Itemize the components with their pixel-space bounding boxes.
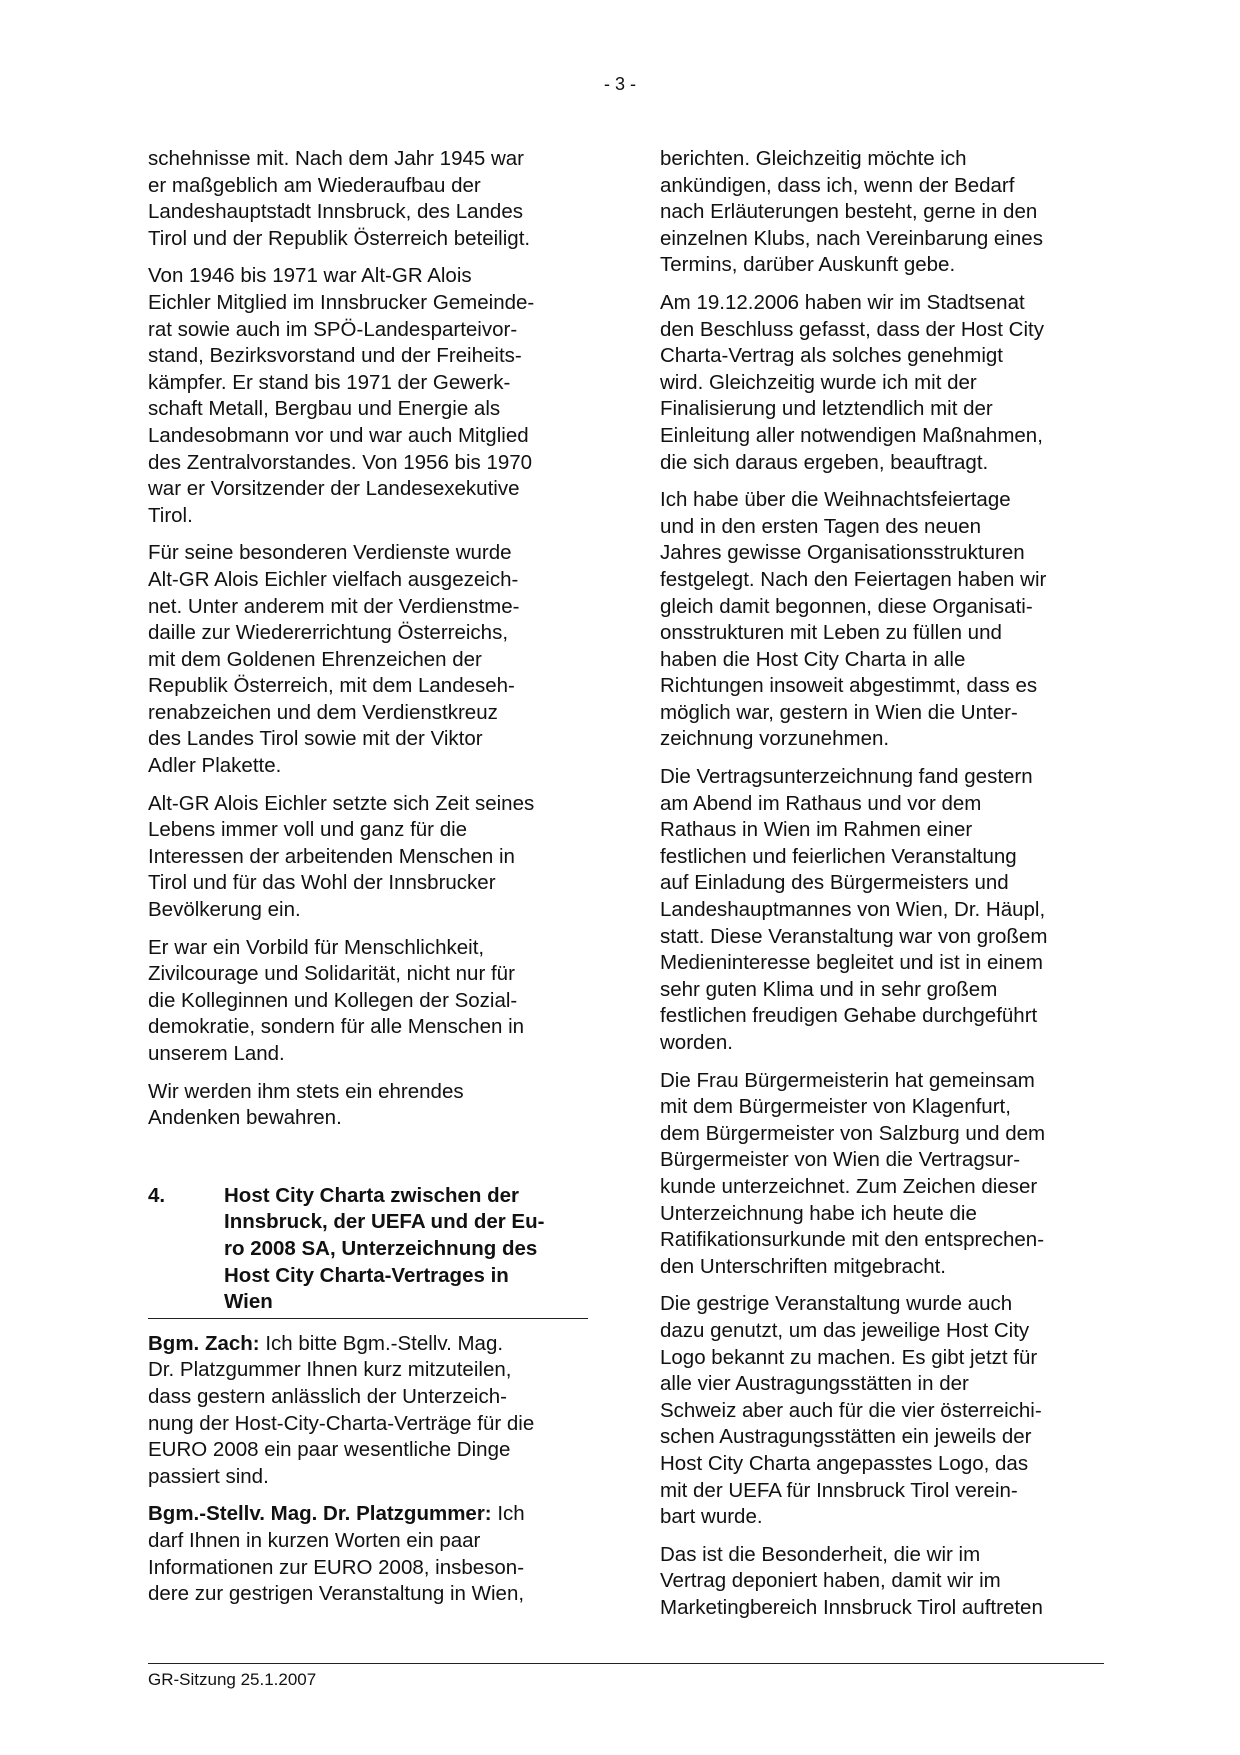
footer-divider (148, 1663, 1104, 1664)
text-line: zeichnung vorzunehmen. (660, 727, 890, 751)
text-line: Finalisierung und letztendlich mit der (660, 397, 993, 421)
section-title (224, 1183, 588, 1316)
text-line: sehr guten Klima und in sehr großem (660, 977, 998, 1001)
text-line: dem Bürgermeister von Salzburg und dem (660, 1121, 1046, 1145)
text-line: Andenken bewahren. (148, 1106, 342, 1130)
section-title-line: Innsbruck, der UEFA und der Eu- (224, 1210, 545, 1234)
text-line: daille zur Wiedererrichtung Österreichs, (148, 621, 509, 645)
paragraph (148, 146, 588, 252)
text-line: statt. Diese Veranstaltung war von großem (660, 924, 1048, 948)
speaker-name: Bgm.-Stellv. Mag. Dr. Platzgummer: (148, 1502, 492, 1526)
left-column (148, 146, 588, 1619)
paragraph (148, 935, 588, 1068)
text-line: war er Vorsitzender der Landesexekutive (148, 477, 520, 501)
text-line: passiert sind. (148, 1464, 269, 1488)
paragraph (660, 146, 1100, 279)
text-line: festlichen freudigen Gehabe durchgeführt (660, 1004, 1038, 1028)
paragraph (148, 1079, 588, 1132)
text-line: Landeshauptmannes von Wien, Dr. Häupl, (660, 898, 1046, 922)
paragraph (148, 540, 588, 779)
text-line: Am 19.12.2006 haben wir im Stadtsenat (660, 290, 1025, 314)
paragraph (660, 1542, 1100, 1622)
paragraph (660, 290, 1100, 476)
text-line: Interessen der arbeitenden Menschen in (148, 844, 515, 868)
text-line: kunde unterzeichnet. Zum Zeichen dieser (660, 1174, 1038, 1198)
text-line: des Zentralvorstandes. Von 1956 bis 1970 (148, 450, 533, 474)
text-line: schen Austragungsstätten ein jeweils der (660, 1425, 1032, 1449)
text-line: des Landes Tirol sowie mit der Viktor (148, 727, 483, 751)
section-heading (148, 1183, 588, 1319)
text-line: dere zur gestrigen Veranstaltung in Wien, (148, 1582, 525, 1606)
text-line: darf Ihnen in kurzen Worten ein paar (148, 1528, 481, 1552)
text-line: die Kolleginnen und Kollegen der Sozial- (148, 988, 518, 1012)
text-line: schaft Metall, Bergbau und Energie als (148, 397, 501, 421)
speech-paragraph (148, 1501, 588, 1607)
text-line: gleich damit begonnen, diese Organisati- (660, 594, 1033, 618)
text-line: Tirol und der Republik Österreich beteiligt. (148, 226, 531, 250)
text-line: Logo bekannt zu machen. Es gibt jetzt für (660, 1345, 1038, 1369)
page-number: - 3 - (603, 74, 636, 94)
text-line: dazu genutzt, um das jeweilige Host City (660, 1318, 1030, 1342)
text-line: Das ist die Besonderheit, die wir im (660, 1542, 981, 1566)
text-line: demokratie, sondern für alle Menschen in (148, 1015, 525, 1039)
text-line: Bürgermeister von Wien die Vertragsur- (660, 1148, 1021, 1172)
text-line: berichten. Gleichzeitig möchte ich (660, 147, 967, 170)
text-line: einzelnen Klubs, nach Vereinbarung eines (660, 226, 1043, 250)
section-title-line: Wien (224, 1290, 273, 1314)
text-line: Unterzeichnung habe ich heute die (660, 1201, 977, 1225)
text-line: Republik Österreich, mit dem Landeseh- (148, 674, 515, 698)
text-line: Bevölkerung ein. (148, 898, 301, 922)
text-line (148, 1501, 588, 1528)
text-line: kämpfer. Er stand bis 1971 der Gewerk- (148, 370, 511, 394)
text-line: bart wurde. (660, 1505, 763, 1529)
text-line: unserem Land. (148, 1042, 285, 1065)
text-line: Rathaus in Wien im Rahmen einer (660, 818, 973, 842)
text-line: am Abend im Rathaus und vor dem (660, 791, 982, 815)
section-number: 4. (148, 1183, 166, 1207)
paragraph (148, 263, 588, 529)
text-line: Lebens immer voll und ganz für die (148, 818, 468, 842)
text-line: nung der Host-City-Charta-Verträge für die (148, 1411, 535, 1435)
text-line: Marketingbereich Innsbruck Tirol auftreten (660, 1595, 1043, 1619)
text-line: EURO 2008 ein paar wesentliche Dinge (148, 1438, 511, 1462)
text-line: den Unterschriften mitgebracht. (660, 1254, 946, 1278)
text-line: wird. Gleichzeitig wurde ich mit der (660, 370, 977, 394)
text-line: net. Unter anderem mit der Verdienstme- (148, 594, 520, 618)
text-line: rat sowie auch im SPÖ-Landesparteivor- (148, 317, 518, 341)
section-title-line: Host City Charta zwischen der (224, 1183, 520, 1207)
text-line: Ratifikationsurkunde mit den entsprechen- (660, 1228, 1045, 1252)
speech-text: Ich (491, 1502, 525, 1526)
text-line: Alt-GR Alois Eichler vielfach ausgezeich- (148, 567, 519, 591)
text-line: festgelegt. Nach den Feiertagen haben wir (660, 567, 1047, 591)
text-line: und in den ersten Tagen des neuen (660, 514, 982, 538)
text-line: Schweiz aber auch für die vier österreichi- (660, 1398, 1042, 1422)
text-line: renabzeichen und dem Verdienstkreuz (148, 700, 498, 724)
text-line: Einleitung aller notwendigen Maßnahmen, (660, 423, 1043, 447)
text-line: Ich habe über die Weihnachtsfeiertage (660, 488, 1011, 512)
paragraph (660, 487, 1100, 753)
text-line: alle vier Austragungsstätten in der (660, 1372, 969, 1396)
text-line: Landeshauptstadt Innsbruck, des Landes (148, 200, 523, 224)
text-line: Informationen zur EURO 2008, insbeson- (148, 1555, 525, 1579)
text-line: mit der UEFA für Innsbruck Tirol verein- (660, 1478, 1018, 1502)
text-line: Alt-GR Alois Eichler setzte sich Zeit seines (148, 791, 535, 815)
text-line: Er war ein Vorbild für Menschlichkeit, (148, 935, 485, 959)
text-line: ankündigen, dass ich, wenn der Bedarf (660, 173, 1015, 197)
text-line: mit dem Bürgermeister von Klagenfurt, (660, 1095, 1011, 1119)
speech-paragraph (148, 1331, 588, 1491)
section-title-line: ro 2008 SA, Unterzeichnung des (224, 1236, 538, 1260)
text-line: die sich daraus ergeben, beauftragt. (660, 450, 989, 474)
text-line: Dr. Platzgummer Ihnen kurz mitzuteilen, (148, 1358, 512, 1382)
text-line: Host City Charta angepasstes Logo, das (660, 1451, 1029, 1475)
speech-text: Ich bitte Bgm.-Stellv. Mag. (259, 1331, 504, 1355)
text-line: stand, Bezirksvorstand und der Freiheits- (148, 344, 522, 368)
text-line: auf Einladung des Bürgermeisters und (660, 871, 1009, 895)
text-line: Eichler Mitglied im Innsbrucker Gemeinde- (148, 290, 535, 314)
text-line: schehnisse mit. Nach dem Jahr 1945 war (148, 147, 525, 170)
text-line: Jahres gewisse Organisationsstrukturen (660, 541, 1025, 565)
text-line: Richtungen insoweit abgestimmt, dass es (660, 674, 1038, 698)
text-line: Adler Plakette. (148, 754, 282, 778)
text-line: Landesobmann vor und war auch Mitglied (148, 423, 529, 447)
paragraph (660, 1068, 1100, 1281)
text-line: Von 1946 bis 1971 war Alt-GR Alois (148, 264, 472, 288)
text-line: Die Vertragsunterzeichnung fand gestern (660, 765, 1033, 789)
text-line: Zivilcourage und Solidarität, nicht nur für (148, 962, 515, 986)
text-line: mit dem Goldenen Ehrenzeichen der (148, 647, 482, 671)
footer-text: GR-Sitzung 25.1.2007 (148, 1670, 317, 1689)
section-title-line: Host City Charta-Vertrages in (224, 1263, 509, 1287)
text-line (148, 1331, 588, 1358)
text-line: festlichen und feierlichen Veranstaltung (660, 844, 1017, 868)
right-column (660, 146, 1100, 1632)
text-line: Die Frau Bürgermeisterin hat gemeinsam (660, 1068, 1035, 1092)
text-line: worden. (660, 1031, 733, 1054)
text-line: Vertrag deponiert haben, damit wir im (660, 1569, 1001, 1593)
paragraph (660, 764, 1100, 1057)
text-line: möglich war, gestern in Wien die Unter- (660, 700, 1018, 724)
speaker-name: Bgm. Zach: (148, 1331, 260, 1355)
text-line: Für seine besonderen Verdienste wurde (148, 541, 512, 565)
paragraph (660, 1291, 1100, 1530)
paragraph (148, 791, 588, 924)
text-line: haben die Host City Charta in alle (660, 647, 966, 671)
text-line: Charta-Vertrag als solches genehmigt (660, 344, 1003, 368)
text-line: Die gestrige Veranstaltung wurde auch (660, 1292, 1013, 1316)
text-line: Medieninteresse begleitet und ist in einem (660, 951, 1043, 975)
text-line: dass gestern anlässlich der Unterzeich- (148, 1384, 507, 1408)
text-line: Tirol. (148, 503, 193, 527)
text-line: nach Erläuterungen besteht, gerne in den (660, 200, 1038, 224)
text-line: Wir werden ihm stets ein ehrendes (148, 1079, 464, 1103)
text-line: onsstrukturen mit Leben zu füllen und (660, 621, 1002, 645)
text-line: den Beschluss gefasst, dass der Host City (660, 317, 1044, 341)
text-line: Termins, darüber Auskunft gebe. (660, 253, 956, 277)
text-line: er maßgeblich am Wiederaufbau der (148, 173, 481, 197)
text-line: Tirol und für das Wohl der Innsbrucker (148, 871, 496, 895)
